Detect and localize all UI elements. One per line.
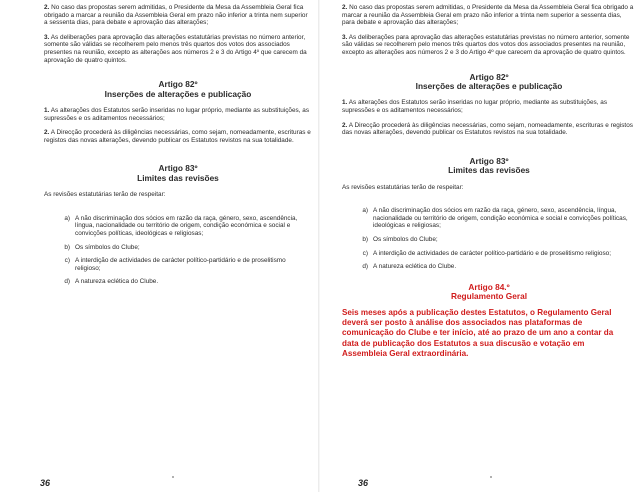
- article-83-subtitle: Limites das revisões: [137, 172, 219, 183]
- article-82-paragraph-2: 2. A Direcção procederá às diligências necessárias, como sejam, nomeadamente, escrituras e registos das novas alterações, devendo publicar os Estatutos revistos na sua totalidade.: [342, 121, 633, 137]
- article-82-paragraph-1: 1. As alterações dos Estatutos serão inseridas no lugar próprio, mediante as substituições, as supressões e os aditamentos necessários;: [342, 99, 608, 114]
- list-item: a) A não discriminação dos sócios em razão da raça, género, sexo, ascendência, língua, nacionalidade ou território de origem, condição económica e social e convicções políticas, ideológicas e religiosas;: [64, 214, 298, 237]
- article-82-title: Artigo 82º: [158, 79, 198, 90]
- paragraph-3: 3. As deliberações para aprovação das alterações estatutárias previstas no número anterior, somente são válidas se recolherem pelo menos três quartos dos votos dos associados presentes na reunião, excepto as alterações aos números 2 e 3 do Artigo 4º que carecem da aprovação de quatro quintos.: [342, 33, 630, 56]
- article-83-title: Artigo 83º: [158, 163, 198, 174]
- page-number: 36: [40, 478, 51, 488]
- right-page: [320, 0, 640, 492]
- article-84-body: Seis meses após a publicação destes Estatutos, o Regulamento Geral deverá ser posto à análise dos associados nas plataformas de comunicação do Clube e ter início, até ao prazo de um ano a contar da data de publicação dos Estatutos a sua discusão e votação em Assembleia Geral extraordinária.: [342, 307, 614, 358]
- paragraph-2: 2. No caso das propostas serem admitidas, o Presidente da Mesa da Assembleia Geral fica obrigado a marcar a reunião da Assembleia Geral em prazo não inferior a trinta nem superior a sessenta dias, para debate e aprovação das alterações;: [342, 4, 634, 27]
- page-dot: [490, 476, 492, 478]
- article-83-list: [56, 215, 306, 286]
- article-83-heading: [342, 157, 636, 176]
- article-83-intro: As revisões estatutárias terão de respeitar:: [44, 191, 166, 199]
- paragraph-3: 3. As deliberações para aprovação das alterações estatutárias previstas no número anterior, somente são válidas se recolherem pelo menos três quartos dos votos dos associados presentes na reunião, excepto as alterações aos números 2 e 3 do Artigo 4º que carecem da aprovação de quatro quintos.: [44, 33, 307, 64]
- list-item: b) Os símbolos do Clube;: [362, 235, 438, 243]
- article-82-subtitle: Inserções de alterações e publicação: [104, 88, 252, 99]
- article-82-heading: [44, 80, 312, 99]
- list-item: c) A interdição de actividades de carácter político-partidário e de proselitismo religioso;: [362, 249, 611, 257]
- page-number: 36: [358, 478, 369, 488]
- article-84-subtitle: Regulamento Geral: [450, 291, 528, 302]
- list-item: d) A natureza eclética do Clube.: [64, 278, 159, 286]
- article-83-subtitle: Limites das revisões: [448, 165, 530, 176]
- article-82-heading: [342, 73, 636, 92]
- article-84-heading: [342, 283, 636, 302]
- list-item: c) A interdição de actividades de carácter político-partidário e de proselitismo religioso;: [64, 257, 286, 272]
- article-83-intro: As revisões estatutárias terão de respeitar:: [342, 183, 464, 191]
- article-84-title: Artigo 84.º: [468, 281, 510, 292]
- article-82-paragraph-2: 2. A Direcção procederá às diligências necessárias, como sejam, nomeadamente, escrituras e registos das novas alterações, devendo publicar os Estatutos revistos na sua totalidade.: [44, 129, 311, 144]
- article-83-heading: [44, 164, 312, 183]
- article-82-subtitle: Inserções de alterações e publicação: [415, 80, 563, 91]
- article-82-paragraph-1: 1. As alterações dos Estatutos serão inseridas no lugar próprio, mediante as substituições, as supressões e os aditamentos necessários;: [44, 106, 310, 122]
- page-dot: [172, 476, 174, 478]
- list-item: d) A natureza eclética do Clube.: [362, 263, 457, 271]
- article-82-title: Artigo 82º: [469, 71, 509, 82]
- paragraph-2: 2. No caso das propostas serem admitidas, o Presidente da Mesa da Assembleia Geral fica obrigado a marcar a reunião da Assembleia Geral em prazo não inferior a trinta nem superior a sessenta dias, para debate e aprovação das alterações;: [44, 4, 308, 27]
- article-83-list: [354, 207, 630, 271]
- list-item: b) Os símbolos do Clube;: [64, 243, 140, 251]
- list-item: a) A não discriminação dos sócios em razão da raça, género, sexo, ascendência, língua, nacionalidade ou território de origem, condição económica e social e convicções políticas, ideológicas e religiosas;: [362, 207, 628, 230]
- article-83-title: Artigo 83º: [469, 155, 509, 166]
